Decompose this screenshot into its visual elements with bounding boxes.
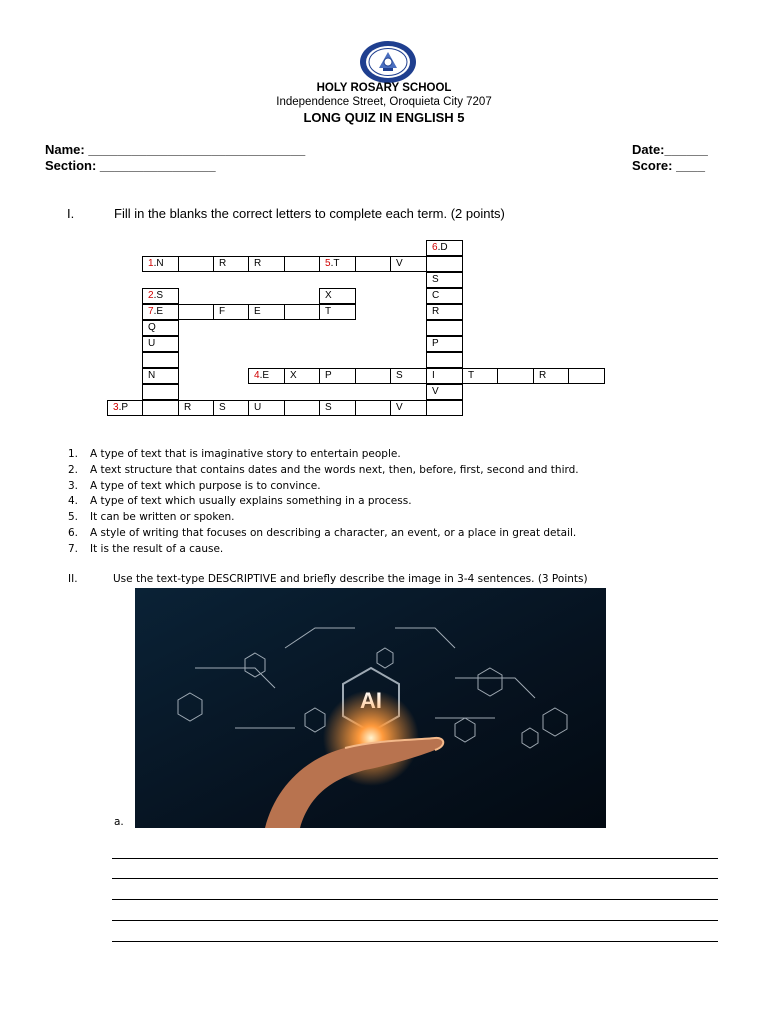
- cell-letter: I: [432, 370, 435, 381]
- cell-letter: T: [325, 306, 332, 317]
- part-one-number: I.: [67, 206, 75, 221]
- answer-line[interactable]: [112, 858, 718, 859]
- name-field[interactable]: Name: ______________________________: [45, 142, 306, 157]
- ai-hand-illustration: [135, 588, 606, 828]
- clue-text: A type of text which usually explains something in a process.: [90, 495, 412, 508]
- clue-text: It can be written or spoken.: [90, 511, 235, 524]
- crossword-cell[interactable]: [355, 400, 391, 416]
- section-field[interactable]: Section: ________________: [45, 158, 216, 173]
- cell-letter: .S: [153, 290, 164, 301]
- cell-letter: N: [148, 370, 156, 381]
- item-label-a: a.: [114, 816, 124, 828]
- crossword-cell[interactable]: [497, 368, 534, 384]
- cell-letter: X: [290, 370, 297, 381]
- crossword-cell[interactable]: [284, 368, 320, 384]
- cell-letter: .E: [259, 370, 270, 381]
- cell-letter: R: [539, 370, 547, 381]
- crossword-cell[interactable]: [462, 368, 498, 384]
- clue-text: A type of text that is imaginative story to entertain people.: [90, 448, 401, 460]
- list-item: [68, 479, 579, 495]
- cell-letter: P: [325, 370, 332, 381]
- crossword-cell[interactable]: [426, 320, 463, 336]
- school-address: Independence Street, Oroquieta City 7207: [276, 96, 492, 108]
- cell-letter: U: [148, 338, 156, 349]
- clue-index: 4.: [68, 495, 79, 508]
- cell-letter: E: [254, 306, 261, 317]
- cell-letter: V: [432, 386, 439, 397]
- crossword-cell[interactable]: [390, 256, 427, 272]
- crossword-cell[interactable]: [390, 368, 427, 384]
- crossword-cell[interactable]: [319, 304, 356, 320]
- crossword-cell[interactable]: [213, 256, 249, 272]
- cell-letter: R: [184, 402, 192, 413]
- crossword-cell[interactable]: [248, 256, 285, 272]
- crossword-cell[interactable]: [319, 400, 356, 416]
- clue-number: 2: [148, 290, 154, 301]
- crossword-cell[interactable]: [426, 368, 463, 384]
- cell-letter: T: [468, 370, 475, 381]
- clue-number: 4: [254, 370, 260, 381]
- crossword-cell[interactable]: [426, 304, 463, 320]
- clue-number: 6: [432, 242, 438, 253]
- score-field[interactable]: Score: ____: [632, 158, 705, 173]
- crossword-cell[interactable]: [142, 336, 179, 352]
- list-item: [68, 510, 579, 526]
- list-item: [68, 494, 579, 510]
- cell-letter: U: [254, 402, 262, 413]
- part-two-instruction: Use the text-type DESCRIPTIVE and briefly describe the image in 3-4 sentences. (3 Points): [113, 573, 588, 585]
- list-item: [68, 463, 579, 479]
- crossword-cell[interactable]: [107, 400, 143, 416]
- clue-number: 1: [148, 258, 154, 269]
- crossword-cell[interactable]: [568, 368, 605, 384]
- cell-letter: R: [254, 258, 262, 269]
- cell-letter: S: [219, 402, 226, 413]
- crossword-cell[interactable]: [319, 288, 356, 304]
- crossword-cell[interactable]: [142, 304, 179, 320]
- cell-letter: C: [432, 290, 440, 301]
- crossword-cell[interactable]: [284, 256, 320, 272]
- clue-index: 7.: [68, 542, 79, 555]
- crossword-cell[interactable]: [533, 368, 569, 384]
- cell-letter: X: [325, 290, 332, 301]
- clue-number: 7: [148, 306, 154, 317]
- crossword-cell[interactable]: [142, 368, 179, 384]
- clue-text: A style of writing that focuses on describing a character, an event, or a place in great detail.: [90, 526, 577, 539]
- list-item: [68, 526, 579, 542]
- cell-letter: .P: [118, 402, 129, 413]
- cell-letter: .D: [437, 242, 448, 253]
- answer-line[interactable]: [112, 920, 718, 921]
- crossword-cell[interactable]: [426, 256, 463, 272]
- crossword-cell[interactable]: [142, 400, 179, 416]
- clue-index: 6.: [68, 526, 79, 539]
- list-item: [68, 447, 579, 463]
- cell-letter: Q: [148, 322, 156, 333]
- crossword-cell[interactable]: [248, 368, 285, 384]
- answer-line[interactable]: [112, 899, 718, 900]
- clue-text: A type of text which purpose is to convince.: [90, 479, 321, 492]
- crossword-cell[interactable]: [426, 288, 463, 304]
- crossword-cell[interactable]: [142, 256, 179, 272]
- clue-text: A text structure that contains dates and the words next, then, before, first, second and third.: [90, 463, 579, 476]
- crossword-cell[interactable]: [355, 368, 391, 384]
- crossword-cell[interactable]: [426, 240, 463, 256]
- crossword-cell[interactable]: [319, 368, 356, 384]
- cell-letter: .T: [330, 258, 340, 269]
- clue-text: It is the result of a cause.: [90, 542, 224, 555]
- clue-index: 1.: [68, 448, 79, 460]
- clue-index: 2.: [68, 463, 79, 476]
- crossword-cell[interactable]: [178, 400, 214, 416]
- cell-letter: .E: [153, 306, 164, 317]
- crossword-cell[interactable]: [248, 304, 285, 320]
- clue-index: 3.: [68, 479, 79, 492]
- crossword-cell[interactable]: [426, 272, 463, 288]
- part-one-instruction: Fill in the blanks the correct letters to complete each term. (2 points): [114, 206, 505, 221]
- crossword-cell[interactable]: [178, 256, 214, 272]
- crossword-cell[interactable]: [355, 256, 391, 272]
- crossword-cell[interactable]: [319, 256, 356, 272]
- crossword-cell[interactable]: [426, 352, 463, 368]
- clue-list: [68, 447, 579, 558]
- school-name: HOLY ROSARY SCHOOL: [316, 82, 452, 94]
- crossword-cell[interactable]: [284, 304, 320, 320]
- crossword-cell[interactable]: [142, 352, 179, 368]
- ai-hand-image: [135, 588, 606, 828]
- cell-letter: P: [432, 338, 439, 349]
- crossword-cell[interactable]: [284, 400, 320, 416]
- crossword-cell[interactable]: [390, 400, 427, 416]
- cell-letter: .N: [153, 258, 164, 269]
- crossword-cell[interactable]: [142, 384, 179, 400]
- crossword-cell[interactable]: [142, 288, 179, 304]
- quiz-title: LONG QUIZ IN ENGLISH 5: [303, 110, 465, 125]
- part-two-number: II.: [68, 573, 78, 585]
- answer-line[interactable]: [112, 941, 718, 942]
- crossword-cell[interactable]: [248, 400, 285, 416]
- cell-letter: R: [219, 258, 227, 269]
- crossword-cell[interactable]: [213, 400, 249, 416]
- cell-letter: S: [325, 402, 332, 413]
- clue-number: 5: [325, 258, 331, 269]
- cell-letter: V: [396, 258, 403, 269]
- date-field[interactable]: Date:______: [632, 142, 708, 157]
- answer-line[interactable]: [112, 878, 718, 879]
- crossword-cell[interactable]: [213, 304, 249, 320]
- crossword-cell[interactable]: [426, 384, 463, 400]
- clue-number: 3: [113, 402, 119, 413]
- crossword-cell[interactable]: [178, 304, 214, 320]
- crossword-cell[interactable]: [142, 320, 179, 336]
- cell-letter: S: [396, 370, 403, 381]
- crossword-cell[interactable]: [426, 400, 463, 416]
- clue-index: 5.: [68, 511, 79, 524]
- crossword-cell[interactable]: [426, 336, 463, 352]
- list-item: [68, 542, 579, 558]
- cell-letter: S: [432, 274, 439, 285]
- cell-letter: V: [396, 402, 403, 413]
- cell-letter: R: [432, 306, 440, 317]
- school-seal-logo: [359, 40, 417, 84]
- cell-letter: F: [219, 306, 226, 317]
